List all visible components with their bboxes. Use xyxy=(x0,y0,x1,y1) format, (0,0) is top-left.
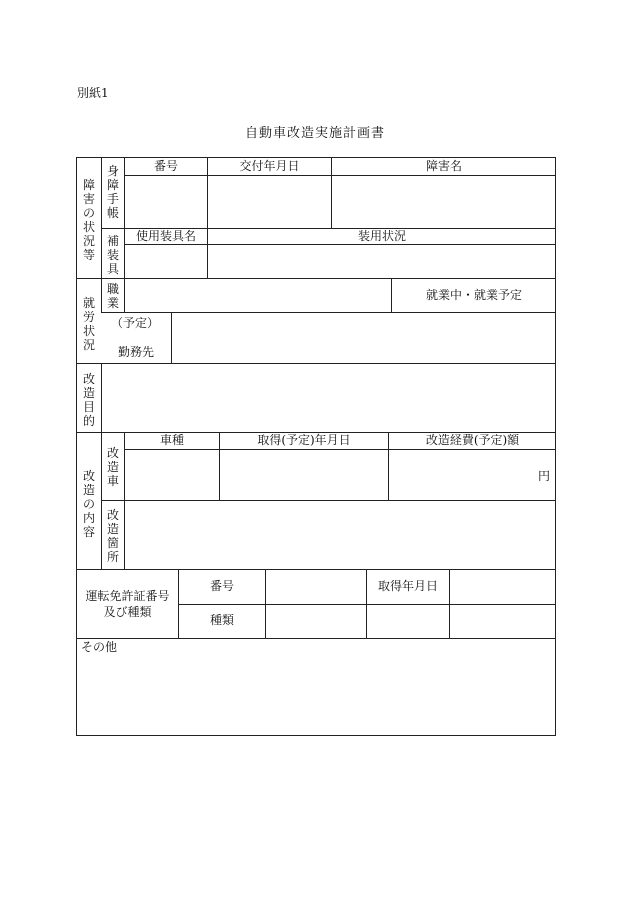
workplace-field[interactable] xyxy=(172,313,556,363)
license-number-label: 番号 xyxy=(209,579,234,593)
handbook-number-field[interactable] xyxy=(125,176,207,228)
yen-unit: 円 xyxy=(538,469,551,483)
rule-disability-label-right xyxy=(101,158,102,278)
disability-name-header: 障害名 xyxy=(425,159,462,173)
equipment-name-header: 使用装具名 xyxy=(135,229,196,243)
other-label: その他 xyxy=(81,640,118,654)
rule-employment-label-right xyxy=(101,278,102,312)
issue-date-header: 交付年月日 xyxy=(239,159,300,173)
equipment-label: 補装具 xyxy=(106,234,119,276)
annex-label: 別紙1 xyxy=(77,86,109,100)
rule-license-bottom xyxy=(77,638,556,639)
license-extra-field-2[interactable] xyxy=(450,605,556,638)
number-header: 番号 xyxy=(153,159,178,173)
license-section-text: 運転免許証番号及び種類 xyxy=(85,589,170,619)
employment-status-text: 就業中・就業予定 xyxy=(425,288,522,302)
plan-form xyxy=(76,157,556,736)
vehicle-type-field[interactable] xyxy=(125,450,219,500)
license-section-label xyxy=(77,588,178,620)
rule-modification-label-right xyxy=(101,432,102,569)
acquired-date-label: 取得年月日 xyxy=(377,579,438,593)
equipment-name-field[interactable] xyxy=(125,245,207,278)
acquisition-date-header: 取得(予定)年月日 xyxy=(257,433,351,447)
issue-date-field[interactable] xyxy=(208,176,331,228)
disability-name-field[interactable] xyxy=(332,176,556,228)
cost-field[interactable] xyxy=(389,450,556,500)
license-number-field[interactable] xyxy=(266,570,366,604)
handbook-label: 身障手帳 xyxy=(106,164,119,220)
document-title: 自動車改造実施計画書 xyxy=(244,126,385,141)
wearing-status-header: 装用状況 xyxy=(357,229,406,243)
wearing-status-field[interactable] xyxy=(208,245,556,278)
vehicle-type-header: 車種 xyxy=(159,433,184,447)
license-extra-field-1[interactable] xyxy=(367,605,449,638)
occupation-label: 職業 xyxy=(106,282,119,310)
license-type-label: 種類 xyxy=(209,613,234,627)
purpose-field[interactable] xyxy=(102,364,556,432)
acquired-date-field[interactable] xyxy=(450,570,556,604)
acquisition-date-field[interactable] xyxy=(220,450,388,500)
other-field[interactable] xyxy=(78,656,555,735)
parts-field[interactable] xyxy=(125,501,556,569)
occupation-field[interactable] xyxy=(125,279,391,312)
license-type-field[interactable] xyxy=(266,605,366,638)
modification-section-label: 改造の内容 xyxy=(82,469,95,539)
employment-section-label: 就労状況 xyxy=(82,296,95,352)
parts-label: 改造箇所 xyxy=(106,508,119,564)
disability-section-label: 障害の状況等 xyxy=(82,178,95,262)
cost-header: 改造経費(予定)額 xyxy=(425,433,520,447)
vehicle-label: 改造車 xyxy=(106,446,119,488)
planned-label: （予定） xyxy=(111,316,160,330)
purpose-section-label: 改造目的 xyxy=(82,372,95,428)
workplace-label: 勤務先 xyxy=(118,345,155,359)
